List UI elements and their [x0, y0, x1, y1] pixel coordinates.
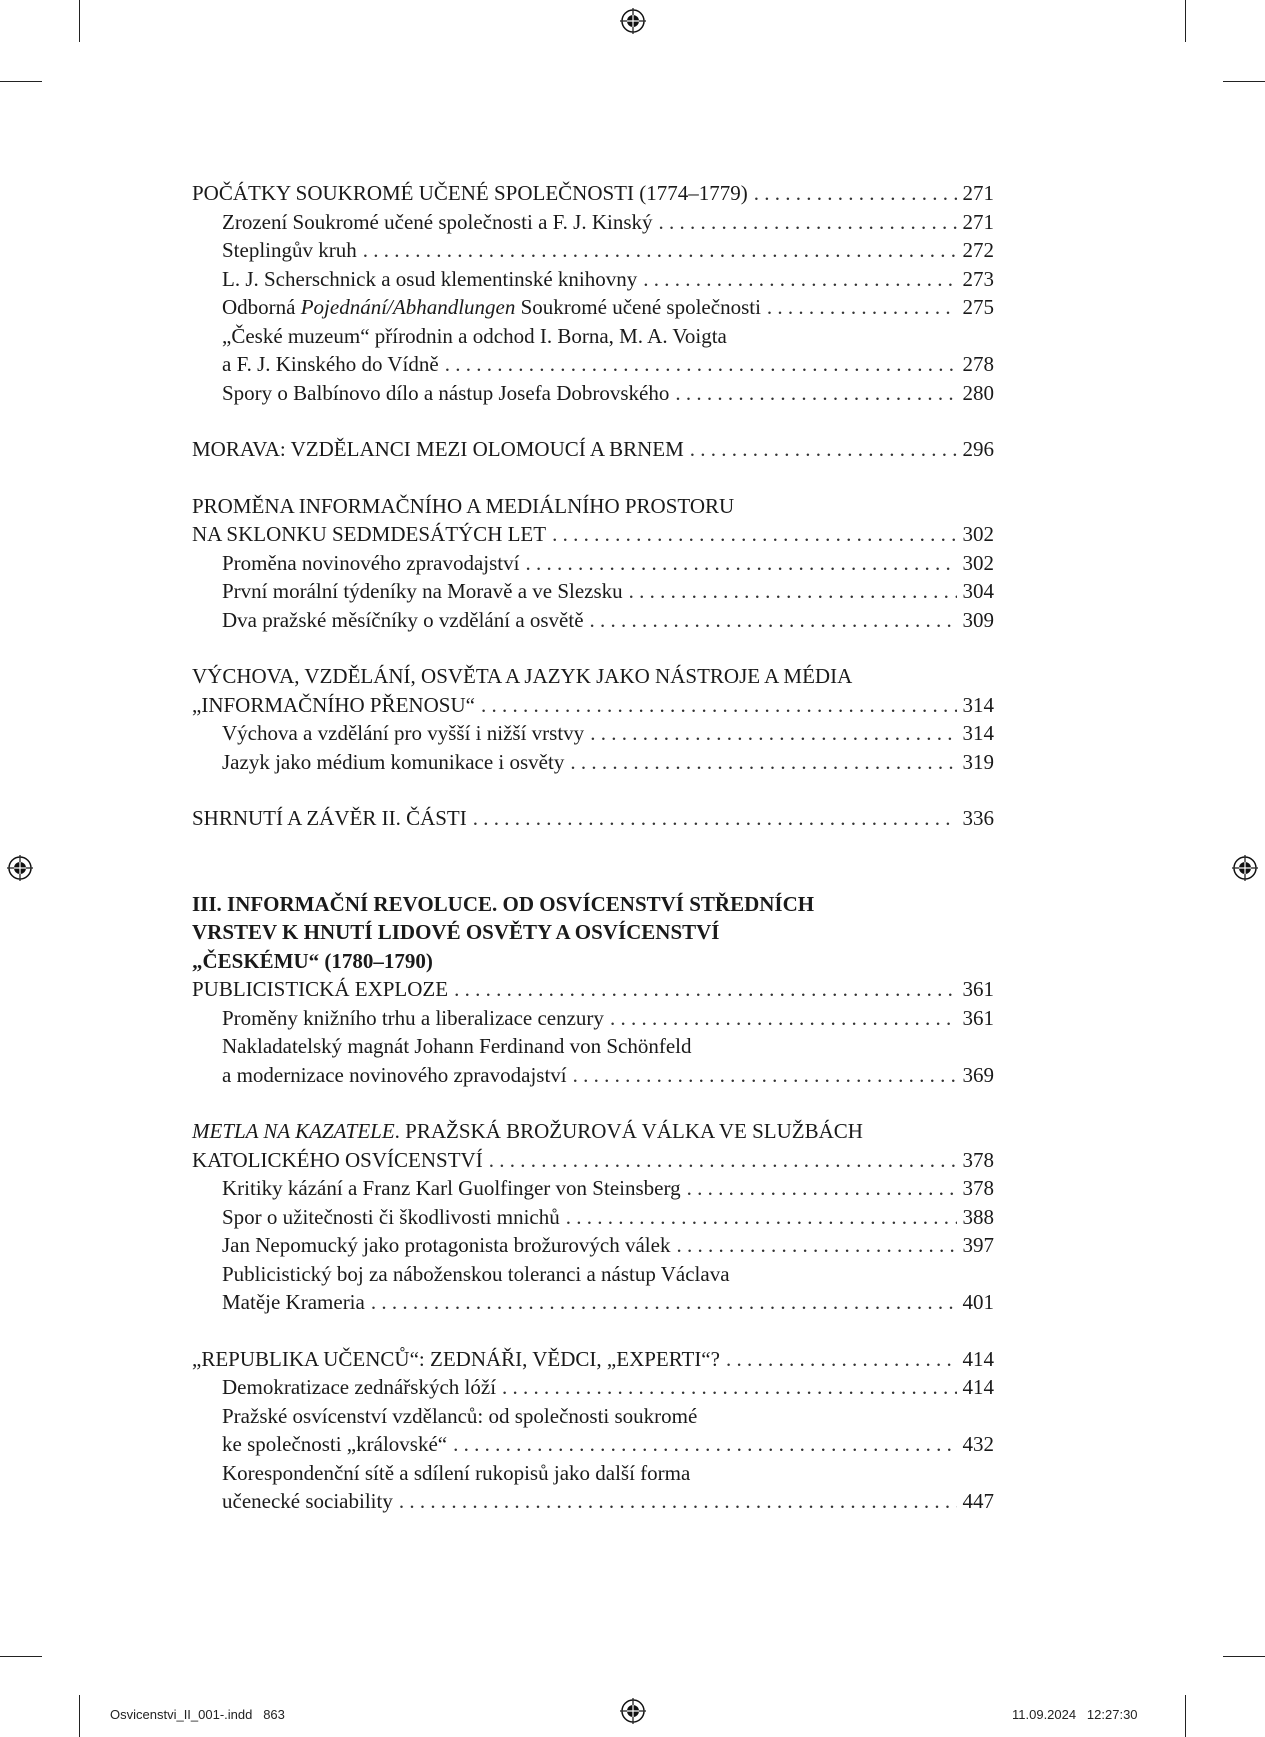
crop-mark — [1223, 1656, 1265, 1657]
leader-dots — [552, 520, 956, 549]
toc-item: První morální týdeníky na Moravě a ve Slezsku . . . 304 — [192, 577, 994, 606]
toc-item-line: Korespondenční sítě a sdílení rukopisů jako další forma — [222, 1460, 691, 1485]
registration-mark-icon — [7, 855, 33, 881]
toc-item: Spor o užitečnosti či škodlivosti mnichů . . . 388 — [192, 1203, 994, 1232]
page-number: 369 — [962, 1062, 994, 1087]
crop-mark — [1223, 81, 1265, 82]
leader-dots — [767, 293, 957, 322]
leader-dots — [643, 265, 956, 294]
toc-item: Spory o Balbínovo dílo a nástup Josefa Dobrovského . . . 280 — [192, 379, 994, 408]
page-number: 314 — [962, 692, 994, 717]
toc-section: SHRNUTÍ A ZÁVĚR II. ČÁSTI . . . 336 — [192, 804, 994, 833]
page-number: 378 — [962, 1147, 994, 1172]
registration-mark-icon — [620, 1698, 646, 1724]
page-number: 278 — [962, 352, 994, 376]
page-number: 361 — [962, 1005, 994, 1030]
leader-dots — [566, 1203, 957, 1232]
toc-item: Steplingův kruh . . . 272 — [192, 236, 994, 265]
toc-item: a modernizace novinového zpravodajství . . . 369 — [192, 1061, 994, 1090]
leader-dots — [445, 350, 957, 379]
toc-section: KATOLICKÉHO OSVÍCENSTVÍ . . . 378 — [192, 1146, 994, 1175]
crop-mark — [0, 1656, 42, 1657]
toc-item: Kritiky kázání a Franz Karl Guolfinger von Steinsberg . . . 378 — [192, 1174, 994, 1203]
toc-section: POČÁTKY SOUKROMÉ UČENÉ SPOLEČNOSTI (1774–1779) . . . 271 — [192, 179, 994, 208]
toc-item-line: „České muzeum“ přírodnin a odchod I. Borna, M. A. Voigta — [222, 323, 727, 348]
toc-item-line: Nakladatelský magnát Johann Ferdinand von Schönfeld — [222, 1034, 692, 1058]
toc-item: Proměna novinového zpravodajství . . . 302 — [192, 549, 994, 578]
leader-dots — [590, 606, 957, 635]
page-number: 414 — [962, 1346, 994, 1371]
leader-dots — [690, 435, 957, 464]
slug-timestamp: 11.09.2024 12:27:30 — [1012, 1707, 1138, 1722]
toc-item: Demokratizace zednářských lóží . . . 414 — [192, 1373, 994, 1402]
part-heading: III. INFORMAČNÍ REVOLUCE. OD OSVÍCENSTVÍ STŘEDNÍCH — [192, 891, 815, 916]
toc-section: „INFORMAČNÍHO PŘENOSU“ . . . 314 — [192, 691, 994, 720]
toc-item-line: Pražské osvícenství vzdělanců: od společnosti soukromé — [222, 1403, 698, 1428]
page-number: 275 — [962, 295, 994, 319]
page-number: 296 — [962, 437, 994, 461]
page-number: 336 — [962, 806, 994, 830]
leader-dots — [371, 1288, 957, 1317]
toc-item: Výchova a vzdělání pro vyšší i nižší vrstvy . . . 314 — [192, 719, 994, 748]
toc-item: Proměny knižního trhu a liberalizace cenzury . . . 361 — [192, 1004, 994, 1033]
leader-dots — [454, 975, 956, 1004]
leader-dots — [399, 1487, 957, 1516]
leader-dots — [489, 1146, 957, 1175]
registration-mark-icon — [1232, 855, 1258, 881]
leader-dots — [473, 804, 957, 833]
leader-dots — [675, 379, 956, 408]
crop-mark — [1185, 1695, 1186, 1737]
leader-dots — [629, 577, 957, 606]
page-number: 271 — [962, 209, 994, 234]
page-number: 314 — [962, 721, 994, 745]
toc-section: „REPUBLIKA UČENCŮ“: ZEDNÁŘI, VĚDCI, „EXPERTI“? . . . 414 — [192, 1345, 994, 1374]
toc-item: učenecké sociability . . . 447 — [192, 1487, 994, 1516]
part-heading: VRSTEV K HNUTÍ LIDOVÉ OSVĚTY A OSVÍCENSTVÍ — [192, 920, 720, 944]
toc-item: Zrození Soukromé učené společnosti a F. J. Kinský . . . 271 — [192, 208, 994, 237]
toc-section: NA SKLONKU SEDMDESÁTÝCH LET . . . 302 — [192, 520, 994, 549]
page-number: 302 — [962, 550, 994, 575]
toc-item: L. J. Scherschnick a osud klementinské knihovny . . . 273 — [192, 265, 994, 294]
toc-item: Odborná Pojednání/Abhandlungen Soukromé učené společnosti . . . 275 — [192, 293, 994, 322]
toc-item: Dva pražské měsíčníky o vzdělání a osvětě . . . 309 — [192, 606, 994, 635]
leader-dots — [502, 1373, 956, 1402]
page-number: 401 — [962, 1290, 994, 1314]
page-number: 272 — [962, 238, 994, 262]
leader-dots — [726, 1345, 957, 1374]
crop-mark — [0, 81, 42, 82]
leader-dots — [570, 748, 956, 777]
page-number: 378 — [962, 1176, 994, 1200]
leader-dots — [525, 549, 956, 578]
crop-mark — [79, 0, 80, 42]
page-number: 309 — [962, 607, 994, 632]
crop-mark — [79, 1695, 80, 1737]
page-number: 432 — [962, 1432, 994, 1456]
page-number: 280 — [962, 380, 994, 405]
leader-dots — [659, 208, 957, 237]
toc-section-line: METLA NA KAZATELE. PRAŽSKÁ BROŽUROVÁ VÁLKA VE SLUŽBÁCH — [192, 1119, 863, 1143]
page-number: 273 — [962, 266, 994, 291]
crop-mark — [1185, 0, 1186, 42]
toc-section-line: VÝCHOVA, VZDĚLÁNÍ, OSVĚTA A JAZYK JAKO NÁSTROJE A MÉDIA — [192, 664, 853, 688]
toc-item: Jan Nepomucký jako protagonista brožurových válek . . . 397 — [192, 1231, 994, 1260]
toc-section-line: PROMĚNA INFORMAČNÍHO A MEDIÁLNÍHO PROSTORU — [192, 493, 735, 518]
page-number: 271 — [962, 181, 994, 205]
leader-dots — [590, 719, 956, 748]
toc-item: a F. J. Kinského do Vídně . . . 278 — [192, 350, 994, 379]
toc-item: Matěje Krameria . . . 401 — [192, 1288, 994, 1317]
page-number: 319 — [962, 749, 994, 774]
page-number: 361 — [962, 977, 994, 1001]
leader-dots — [453, 1430, 956, 1459]
page-number: 447 — [962, 1489, 994, 1513]
slug-file-info: Osvicenstvi_II_001-.indd 863 — [110, 1707, 285, 1722]
toc-section: PUBLICISTICKÁ EXPLOZE . . . 361 — [192, 975, 994, 1004]
leader-dots — [754, 179, 957, 208]
part-heading: „ČESKÉMU“ (1780–1790) — [192, 948, 433, 973]
page-number: 414 — [962, 1375, 994, 1399]
registration-mark-icon — [620, 8, 646, 34]
toc-item: Jazyk jako médium komunikace i osvěty . . . 319 — [192, 748, 994, 777]
table-of-contents — [192, 179, 994, 1516]
toc-section: MORAVA: VZDĚLANCI MEZI OLOMOUCÍ A BRNEM . . . 296 — [192, 435, 994, 464]
leader-dots — [687, 1174, 957, 1203]
leader-dots — [676, 1231, 956, 1260]
page-number: 304 — [962, 579, 994, 603]
leader-dots — [481, 691, 957, 720]
leader-dots — [573, 1061, 957, 1090]
page-number: 397 — [962, 1233, 994, 1257]
page-number: 388 — [962, 1204, 994, 1229]
toc-item: ke společnosti „královské“ . . . 432 — [192, 1430, 994, 1459]
leader-dots — [363, 236, 957, 265]
page-number: 302 — [962, 522, 994, 546]
leader-dots — [610, 1004, 957, 1033]
toc-item-line: Publicistický boj za náboženskou toleranci a nástup Václava — [222, 1261, 730, 1286]
